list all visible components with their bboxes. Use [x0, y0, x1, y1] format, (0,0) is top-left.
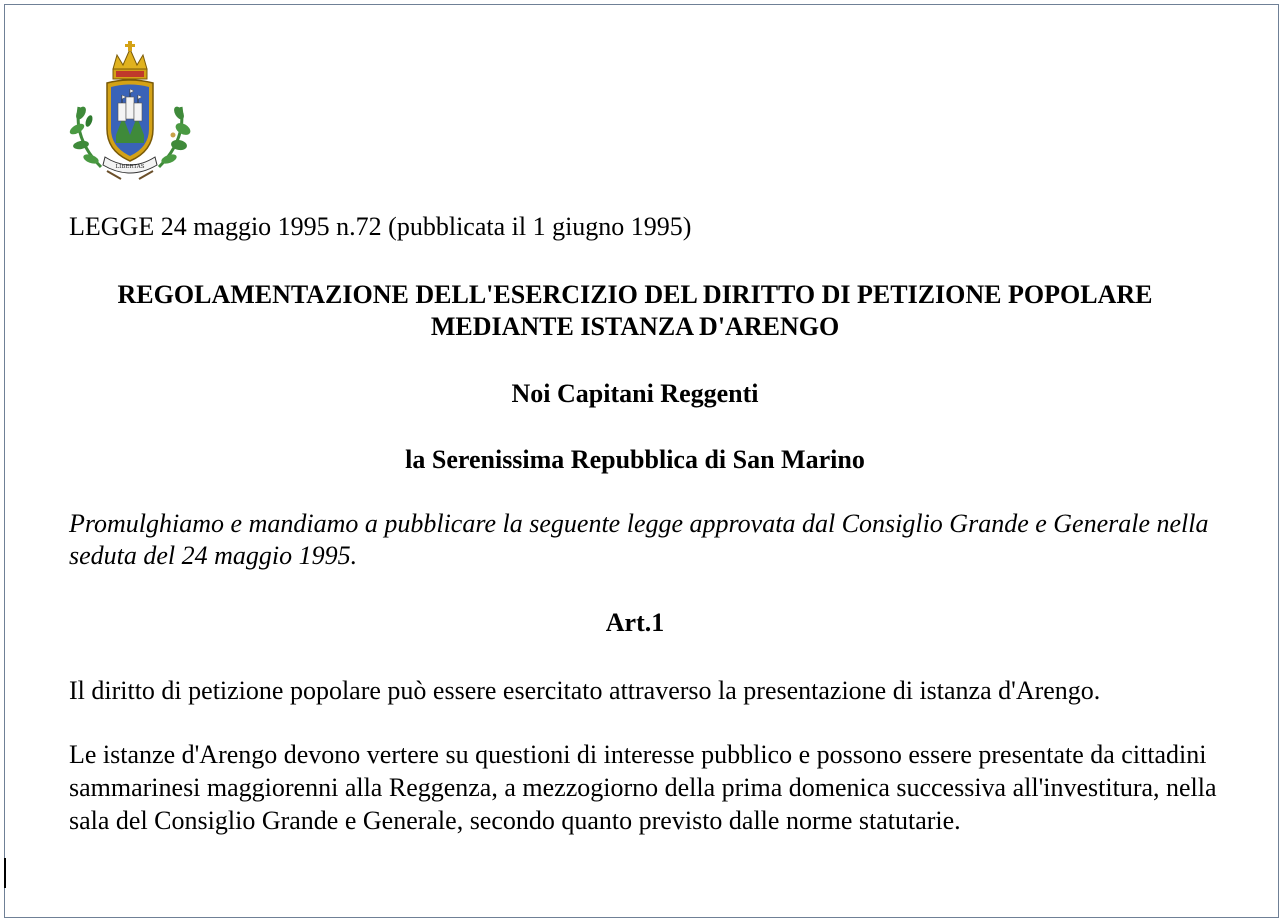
authority-heading: Noi Capitani Reggenti	[511, 379, 759, 408]
article-paragraph-1: Il diritto di petizione popolare può essere esercitato attraverso la presentazione di istanza d'Arengo.	[69, 676, 1101, 705]
coat-of-arms-icon	[67, 39, 193, 181]
document-page	[4, 4, 1279, 918]
law-header: LEGGE 24 maggio 1995 n.72 (pubblicata il 1 giugno 1995)	[69, 212, 692, 241]
law-title-line-2: MEDIANTE ISTANZA D'ARENGO	[430, 312, 840, 341]
law-title-line-1: REGOLAMENTAZIONE DELL'ESERCIZIO DEL DIRITTO DI PETIZIONE POPOLARE	[117, 280, 1153, 309]
article-heading: Art.1	[605, 608, 665, 637]
republic-heading: la Serenissima Repubblica di San Marino	[405, 445, 865, 474]
coat-of-arms-emblem	[67, 39, 193, 181]
svg-text:LIBERTAS: LIBERTAS	[115, 164, 145, 170]
law-title	[35, 279, 1235, 343]
article-paragraph-2: Le istanze d'Arengo devono vertere su questioni di interesse pubblico e possono essere presentate da cittadini sammarinesi maggiorenni alla Reggenza, a mezzogiorno della prima domenica successiva all'investitura, nella sala del Consiglio Grande e Generale, secondo quanto previsto dalle norme statutarie.	[69, 740, 1217, 835]
promulgation-text: Promulghiamo e mandiamo a pubblicare la seguente legge approvata dal Consiglio Grande e Generale nella seduta del 24 maggio 1995.	[69, 509, 1209, 570]
text-cursor	[4, 858, 6, 888]
